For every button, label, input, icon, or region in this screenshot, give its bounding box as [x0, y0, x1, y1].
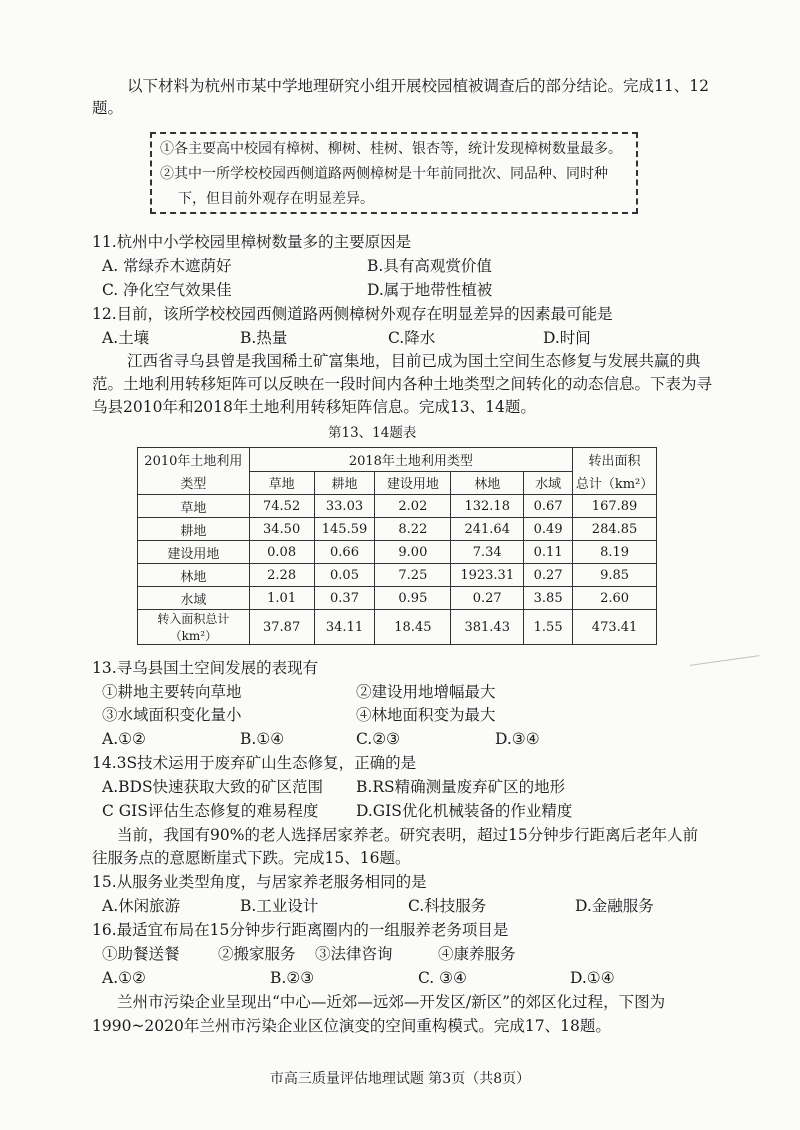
table-cell: 37.87 — [249, 610, 314, 645]
column-header: 水域 — [524, 471, 573, 495]
row-total: 167.89 — [573, 495, 657, 518]
q13-option-a: A.①② — [102, 730, 146, 748]
intro-17-18-line1: 兰州市污染企业呈现出“中心—近郊—远郊—开发区/新区”的郊区化过程，下图为 — [117, 993, 666, 1011]
q16-option-a: A.①② — [102, 969, 146, 987]
table-cell: 0.66 — [314, 541, 375, 564]
q12-stem: 12.目前，该所学校校园西侧道路两侧樟树外观存在明显差异的因素最可能是 — [92, 305, 613, 323]
page-footer: 市高三质量评估地理试题 第3页（共8页） — [269, 1071, 531, 1087]
table-cell: 9.00 — [375, 541, 451, 564]
q11-stem: 11.杭州中小学校园里樟树数量多的主要原因是 — [92, 233, 412, 251]
table-cell: 0.05 — [314, 564, 375, 587]
table-cell: 1923.31 — [451, 564, 524, 587]
q12-option-a: A.土壤 — [102, 329, 150, 347]
table-cell: 0.95 — [375, 587, 451, 610]
intro-11-12-line2: 题。 — [92, 99, 124, 117]
q11-option-c: C. 净化空气效果佳 — [102, 281, 232, 299]
row-label: 转入面积总计（km²） — [138, 610, 250, 645]
q13-option-d: D.③④ — [495, 730, 540, 748]
q11-option-b: B.具有高观赏价值 — [367, 257, 492, 275]
q14-stem: 14.3S技术运用于废弃矿山生态修复，正确的是 — [92, 754, 417, 772]
q12-option-c: C.降水 — [388, 329, 436, 347]
table-corner-bottom: 类型 — [180, 477, 207, 492]
table-cell: 8.22 — [375, 518, 451, 541]
q12-option-d: D.时间 — [543, 329, 591, 347]
land-use-transfer-matrix — [137, 447, 657, 645]
table-group-header: 2018年土地利用类型 — [249, 448, 572, 472]
intro-13-14-line2: 范。土地利用转移矩阵可以反映在一段时间内各种土地类型之间转化的动态信息。下表为寻 — [92, 375, 713, 393]
table-row — [138, 564, 657, 587]
row-total: 473.41 — [573, 610, 657, 645]
q13-option-c: C.②③ — [356, 730, 401, 748]
q16-option-c: C. ③④ — [418, 969, 467, 987]
q16-option-b: B.②③ — [270, 969, 315, 987]
table-cell: 7.34 — [451, 541, 524, 564]
q15-option-b: B.工业设计 — [240, 897, 319, 915]
q13-stem: 13.寻乌县国土空间发展的表现有 — [92, 659, 319, 677]
column-header: 林地 — [451, 471, 524, 495]
table-corner-header — [138, 448, 250, 495]
intro-13-14-line3: 乌县2010年和2018年土地利用转移矩阵信息。完成13、14题。 — [92, 398, 536, 416]
q16-statement-4: ④康养服务 — [438, 945, 516, 963]
q13-statement-4: ④林地面积变为最大 — [356, 706, 496, 724]
row-total: 8.19 — [573, 541, 657, 564]
table-cell: 7.25 — [375, 564, 451, 587]
table-row — [138, 518, 657, 541]
row-label: 林地 — [138, 564, 250, 587]
q12-option-b: B.热量 — [240, 329, 288, 347]
table-cell: 0.37 — [314, 587, 375, 610]
q16-stem: 16.最适宜布局在15分钟步行距离圈内的一组服养老务项目是 — [92, 921, 509, 939]
q15-option-a: A.休闲旅游 — [102, 897, 181, 915]
q13-option-b: B.①④ — [240, 730, 285, 748]
table-cell: 1.55 — [524, 610, 573, 645]
column-header: 建设用地 — [375, 471, 451, 495]
table-cell: 34.50 — [249, 518, 314, 541]
table-cell: 2.28 — [249, 564, 314, 587]
table-cell: 145.59 — [314, 518, 375, 541]
table-cell: 0.27 — [451, 587, 524, 610]
row-label: 草地 — [138, 495, 250, 518]
row-total: 9.85 — [573, 564, 657, 587]
intro-15-16-line2: 往服务点的意愿断崖式下跌。完成15、16题。 — [92, 849, 411, 867]
row-total: 284.85 — [573, 518, 657, 541]
table-in-total-row — [138, 610, 657, 645]
table-cell: 18.45 — [375, 610, 451, 645]
material-line-2: ②其中一所学校校园西侧道路两侧樟树是十年前同批次、同品种、同时种 — [160, 166, 608, 182]
q15-stem: 15.从服务业类型角度，与居家养老服务相同的是 — [92, 873, 427, 891]
q11-option-a: A. 常绿乔木遮荫好 — [102, 257, 232, 275]
q13-statement-3: ③水域面积变化量小 — [102, 706, 242, 724]
material-line-1: ①各主要高中校园有樟树、柳树、桂树、银杏等，统计发现樟树数量最多。 — [160, 141, 622, 157]
table-cell: 3.85 — [524, 587, 573, 610]
table-row — [138, 541, 657, 564]
table-cell: 0.11 — [524, 541, 573, 564]
intro-15-16-line1: 当前，我国有90%的老人选择居家养老。研究表明，超过15分钟步行距离后老年人前 — [117, 826, 699, 844]
q16-statement-3: ③法律咨询 — [315, 945, 393, 963]
table-cell: 0.49 — [524, 518, 573, 541]
table-cell: 132.18 — [451, 495, 524, 518]
q11-option-d: D.属于地带性植被 — [367, 281, 493, 299]
column-header: 草地 — [249, 471, 314, 495]
table-out-header — [573, 448, 657, 495]
intro-17-18-line2: 1990~2020年兰州市污染企业区位演变的空间重构模式。完成17、18题。 — [92, 1017, 611, 1035]
q15-option-d: D.金融服务 — [575, 897, 654, 915]
table-cell: 0.27 — [524, 564, 573, 587]
row-label: 建设用地 — [138, 541, 250, 564]
q16-option-d: D.①④ — [570, 969, 615, 987]
material-box — [150, 132, 638, 214]
q16-statement-2: ②搬家服务 — [218, 945, 296, 963]
q14-option-c: C GIS评估生态修复的难易程度 — [102, 802, 319, 820]
table-cell: 74.52 — [249, 495, 314, 518]
q13-statement-2: ②建设用地增幅最大 — [356, 683, 496, 701]
row-label: 水域 — [138, 587, 250, 610]
table-out-header-top: 转出面积 — [588, 454, 641, 469]
intro-11-12-line1: 以下材料为杭州市某中学地理研究小组开展校园植被调查后的部分结论。完成11、12 — [127, 77, 709, 95]
intro-13-14-line1: 江西省寻乌县曾是我国稀土矿富集地，目前已成为国土空间生态修复与发展共赢的典 — [127, 352, 701, 370]
q16-statement-1: ①助餐送餐 — [102, 945, 180, 963]
row-label: 耕地 — [138, 518, 250, 541]
q14-option-d: D.GIS优化机械装备的作业精度 — [356, 802, 573, 820]
q13-statement-1: ①耕地主要转向草地 — [102, 683, 242, 701]
scan-mark — [690, 655, 760, 670]
table-corner-top: 2010年土地利用 — [144, 454, 243, 469]
table-cell: 2.02 — [375, 495, 451, 518]
table-out-header-bottom: 总计（km²） — [575, 477, 654, 492]
table-cell: 381.43 — [451, 610, 524, 645]
table-row — [138, 587, 657, 610]
table-cell: 34.11 — [314, 610, 375, 645]
table-cell: 0.67 — [524, 495, 573, 518]
q14-option-a: A.BDS快速获取大致的矿区范围 — [102, 778, 324, 796]
material-line-3: 下，但目前外观存在明显差异。 — [178, 191, 374, 207]
table-cell: 33.03 — [314, 495, 375, 518]
q15-option-c: C.科技服务 — [408, 897, 487, 915]
row-total: 2.60 — [573, 587, 657, 610]
table-row — [138, 495, 657, 518]
table-cell: 0.08 — [249, 541, 314, 564]
q14-option-b: B.RS精确测量废弃矿区的地形 — [356, 778, 566, 796]
column-header: 耕地 — [314, 471, 375, 495]
table-cell: 241.64 — [451, 518, 524, 541]
table-cell: 1.01 — [249, 587, 314, 610]
table-caption: 第13、14题表 — [328, 425, 417, 441]
